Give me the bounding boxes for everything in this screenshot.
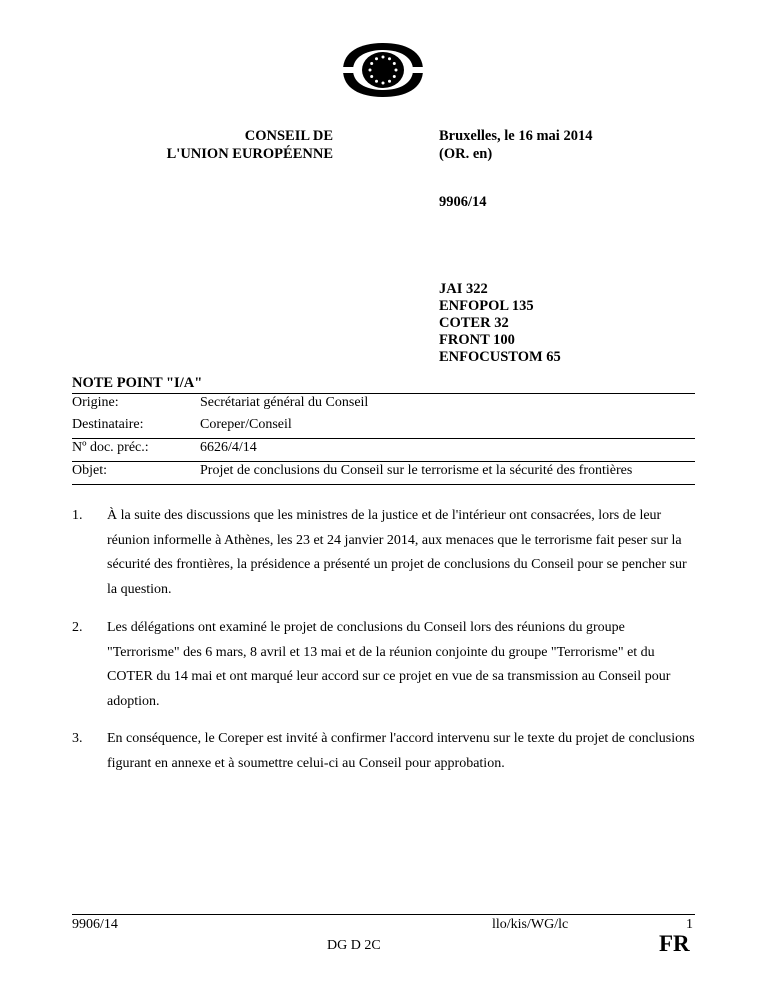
meta-label: Origine: [72, 394, 200, 417]
meta-label: Nº doc. préc.: [72, 439, 200, 462]
paragraph-1 [72, 504, 695, 602]
meta-row-recipient [72, 416, 695, 439]
footer-language: FR [659, 931, 690, 956]
code-item: JAI 322 [439, 281, 488, 297]
meta-value: 6626/4/14 [200, 439, 695, 462]
document-number: 9906/14 [439, 194, 487, 210]
paragraph-2 [72, 616, 695, 714]
footer-reference: llo/kis/WG/lc [492, 917, 569, 932]
classification-codes [439, 281, 561, 366]
paragraph-text: En conséquence, le Coreper est invité à confirmer l'accord intervenu sur le texte du projet de conclusions figurant en annexe et à soumettre celui-ci au Conseil pour approbation. [107, 731, 695, 771]
council-name [120, 127, 333, 163]
meta-label: Objet: [72, 462, 200, 485]
meta-row-origin [72, 394, 695, 417]
footer-page-number: 1 [686, 917, 693, 932]
meta-row-prev-doc [72, 439, 695, 462]
footer-dg: DG D 2C [327, 938, 381, 953]
meta-value: Secrétariat général du Conseil [200, 394, 695, 417]
paragraph-number: 3. [72, 731, 83, 746]
date-line: Bruxelles, le 16 mai 2014 [439, 128, 593, 144]
council-name-line1: CONSEIL DE [244, 128, 333, 144]
code-item: FRONT 100 [439, 332, 515, 348]
council-logo [337, 41, 429, 99]
eu-council-emblem-icon [337, 41, 429, 99]
footer-divider [72, 914, 695, 915]
code-item: ENFOPOL 135 [439, 298, 534, 314]
meta-label: Destinataire: [72, 417, 144, 432]
date-block [439, 127, 592, 163]
note-title: NOTE POINT "I/A" [72, 375, 203, 391]
meta-value: Coreper/Conseil [200, 417, 292, 432]
note-meta-table [72, 393, 695, 485]
meta-value: Projet de conclusions du Conseil sur le terrorisme et la sécurité des frontières [200, 462, 695, 485]
code-item: COTER 32 [439, 315, 509, 331]
paragraph-number: 2. [72, 620, 83, 635]
paragraph-text: À la suite des discussions que les ministres de la justice et de l'intérieur ont consacrées, lors de leur réunion informelle à Athènes, les 23 et 24 janvier 2014, aux menaces que le terrorisme fait peser sur la sécurité des frontières, la présidence a présenté un projet de conclusions du Conseil pour se pencher sur la question. [107, 508, 687, 597]
original-language: (OR. en) [439, 146, 493, 162]
paragraph-text: Les délégations ont examiné le projet de conclusions du Conseil lors des réunions du groupe "Terrorisme" des 6 mars, 8 avril et 13 mai et de la réunion conjointe du groupe "Terrorisme" et du COTER du 14 mai et ont marqué leur accord sur ce projet en vue de sa transmission au Conseil pour adoption. [107, 620, 671, 709]
code-item: ENFOCUSTOM 65 [439, 349, 561, 365]
footer-doc-number: 9906/14 [72, 917, 118, 932]
council-name-line2: L'UNION EUROPÉENNE [166, 146, 333, 162]
paragraph-3 [72, 727, 695, 776]
paragraph-number: 1. [72, 508, 83, 523]
meta-row-subject [72, 462, 695, 485]
